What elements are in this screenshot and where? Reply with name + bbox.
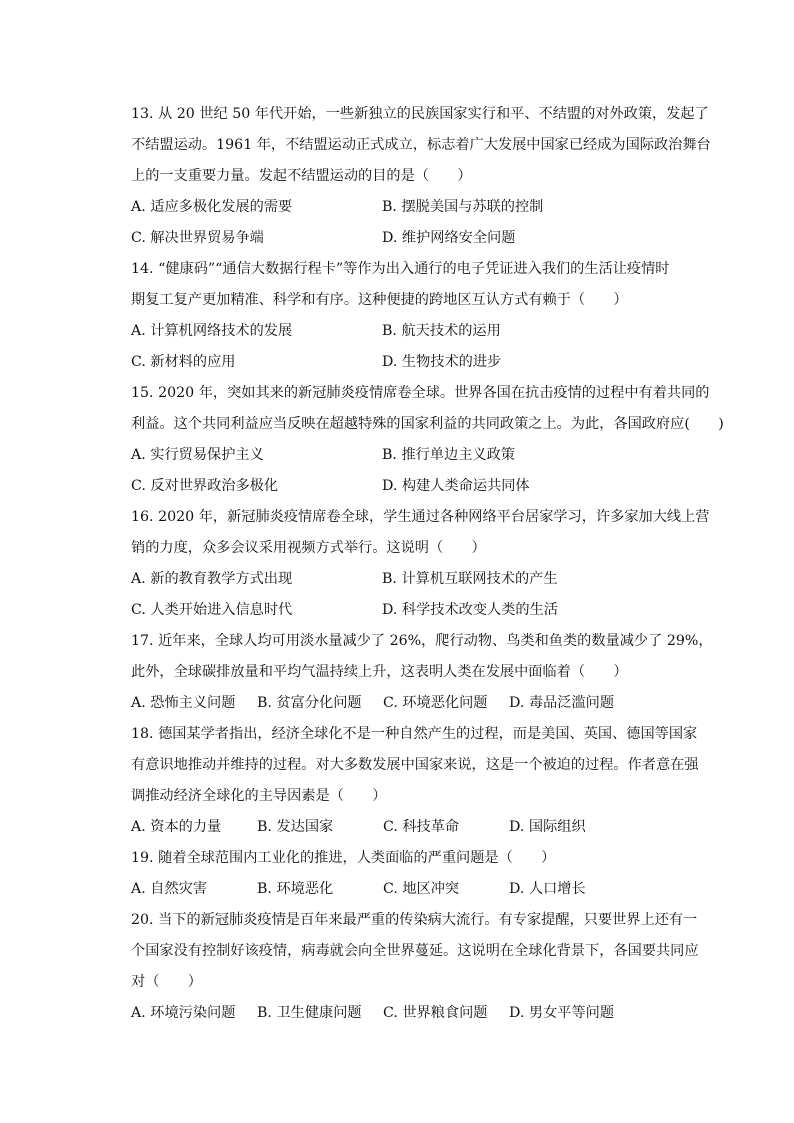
- option-b: B. 航天技术的运用: [382, 323, 501, 339]
- option-b: B. 摆脱美国与苏联的控制: [382, 199, 544, 215]
- option-row: [131, 471, 691, 502]
- question-text-line: 13. 从 20 世纪 50 年代开始，一些新独立的民族国家实行和平、不结盟的对外政策，发起了: [131, 106, 709, 122]
- option-row: [131, 688, 691, 719]
- option-d: D. 科学技术改变人类的生活: [382, 602, 558, 618]
- option-b: B. 推行单边主义政策: [382, 447, 515, 463]
- option-row: [131, 874, 691, 905]
- option-a: A. 恐怖主义问题: [131, 695, 236, 711]
- question-text-line: 16. 2020 年，新冠肺炎疫情席卷全球，学生通过各种网络平台居家学习，许多家加大线上营: [131, 509, 710, 525]
- question-text-line: 18. 德国某学者指出，经济全球化不是一种自然产生的过程，而是美国、英国、德国等国家: [131, 726, 698, 742]
- option-d: D. 生物技术的进步: [382, 354, 502, 370]
- question-text-line: 上的一支重要力量。发起不结盟运动的目的是（ ）: [131, 168, 472, 184]
- question-text-line: 调推动经济全球化的主导因素是（ ）: [131, 788, 387, 804]
- question-text-line: 不结盟运动。1961 年，不结盟运动正式成立，标志着广大发展中国家已经成为国际政治舞台: [131, 137, 711, 153]
- option-row: [131, 192, 691, 223]
- question-text-line: 此外，全球碳排放量和平均气温持续上升，这表明人类在发展中面临着（ ）: [131, 664, 628, 680]
- option-b: B. 计算机互联网技术的产生: [382, 571, 558, 587]
- option-a: A. 实行贸易保护主义: [131, 447, 264, 463]
- option-a: A. 资本的力量: [131, 819, 222, 835]
- option-row: [131, 812, 691, 843]
- option-d: D. 人口增长: [509, 881, 586, 897]
- option-b: B. 卫生健康问题: [257, 1005, 362, 1021]
- option-row: [131, 564, 691, 595]
- question-text-line: 20. 当下的新冠肺炎疫情是百年来最严重的传染病大流行。有专家提醒，只要世界上还有一: [131, 912, 698, 928]
- option-a: A. 计算机网络技术的发展: [131, 323, 293, 339]
- question-text-line: 19. 随着全球范围内工业化的推进，人类面临的严重问题是（ ）: [131, 850, 556, 866]
- question-19: [131, 843, 691, 905]
- option-row: [131, 316, 691, 347]
- option-b: B. 环境恶化: [257, 881, 334, 897]
- question-18: [131, 719, 699, 843]
- question-text-line: 有意识地推动并维持的过程。对大多数发展中国家来说，这是一个被迫的过程。作者意在强: [131, 757, 699, 773]
- option-a: A. 适应多极化发展的需要: [131, 199, 293, 215]
- option-d: D. 毒品泛滥问题: [509, 695, 615, 711]
- question-13: [131, 99, 711, 254]
- question-text-line: 对（ ）: [131, 974, 202, 990]
- option-a: A. 环境污染问题: [131, 1005, 236, 1021]
- option-row: [131, 440, 691, 471]
- question-20: [131, 905, 699, 1029]
- option-c: C. 人类开始进入信息时代: [131, 602, 293, 618]
- option-c: C. 地区冲突: [383, 881, 460, 897]
- question-16: [131, 502, 710, 626]
- option-row: [131, 347, 691, 378]
- option-a: A. 新的教育教学方式出现: [131, 571, 293, 587]
- option-row: [131, 998, 691, 1029]
- option-b: B. 贫富分化问题: [257, 695, 362, 711]
- option-d: D. 男女平等问题: [509, 1005, 615, 1021]
- option-c: C. 新材料的应用: [131, 354, 236, 370]
- question-text-line: 个国家没有控制好该疫情，病毒就会向全世界蔓延。这说明在全球化背景下，各国要共同应: [131, 943, 699, 959]
- option-a: A. 自然灾害: [131, 881, 208, 897]
- question-text-line: 销的力度，众多会议采用视频方式举行。这说明（ ）: [131, 540, 486, 556]
- option-row: [131, 595, 691, 626]
- option-d: D. 维护网络安全问题: [382, 230, 516, 246]
- option-c: C. 反对世界政治多极化: [131, 478, 279, 494]
- question-15: [131, 378, 724, 502]
- option-c: C. 科技革命: [383, 819, 460, 835]
- option-c: C. 环境恶化问题: [383, 695, 488, 711]
- option-c: C. 世界粮食问题: [383, 1005, 488, 1021]
- question-17: [131, 626, 713, 719]
- option-d: D. 构建人类命运共同体: [382, 478, 530, 494]
- question-text-line: 17. 近年来，全球人均可用淡水量减少了 26%，爬行动物、鸟类和鱼类的数量减少了 29%，: [131, 633, 713, 649]
- question-text-line: 利益。这个共同利益应当反映在超越特殊的国家利益的共同政策之上。为此，各国政府应( ): [131, 416, 724, 432]
- question-text-line: 15. 2020 年，突如其来的新冠肺炎疫情席卷全球。世界各国在抗击疫情的过程中有着共同的: [131, 385, 710, 401]
- question-text-line: 14. “健康码”“通信大数据行程卡”等作为出入通行的电子凭证进入我们的生活让疫情时: [131, 261, 670, 277]
- option-row: [131, 223, 691, 254]
- option-c: C. 解决世界贸易争端: [131, 230, 264, 246]
- option-d: D. 国际组织: [509, 819, 586, 835]
- question-list: [131, 99, 724, 1029]
- question-14: [131, 254, 691, 378]
- question-text-line: 期复工复产更加精准、科学和有序。这种便捷的跨地区互认方式有赖于（ ）: [131, 292, 628, 308]
- option-b: B. 发达国家: [257, 819, 334, 835]
